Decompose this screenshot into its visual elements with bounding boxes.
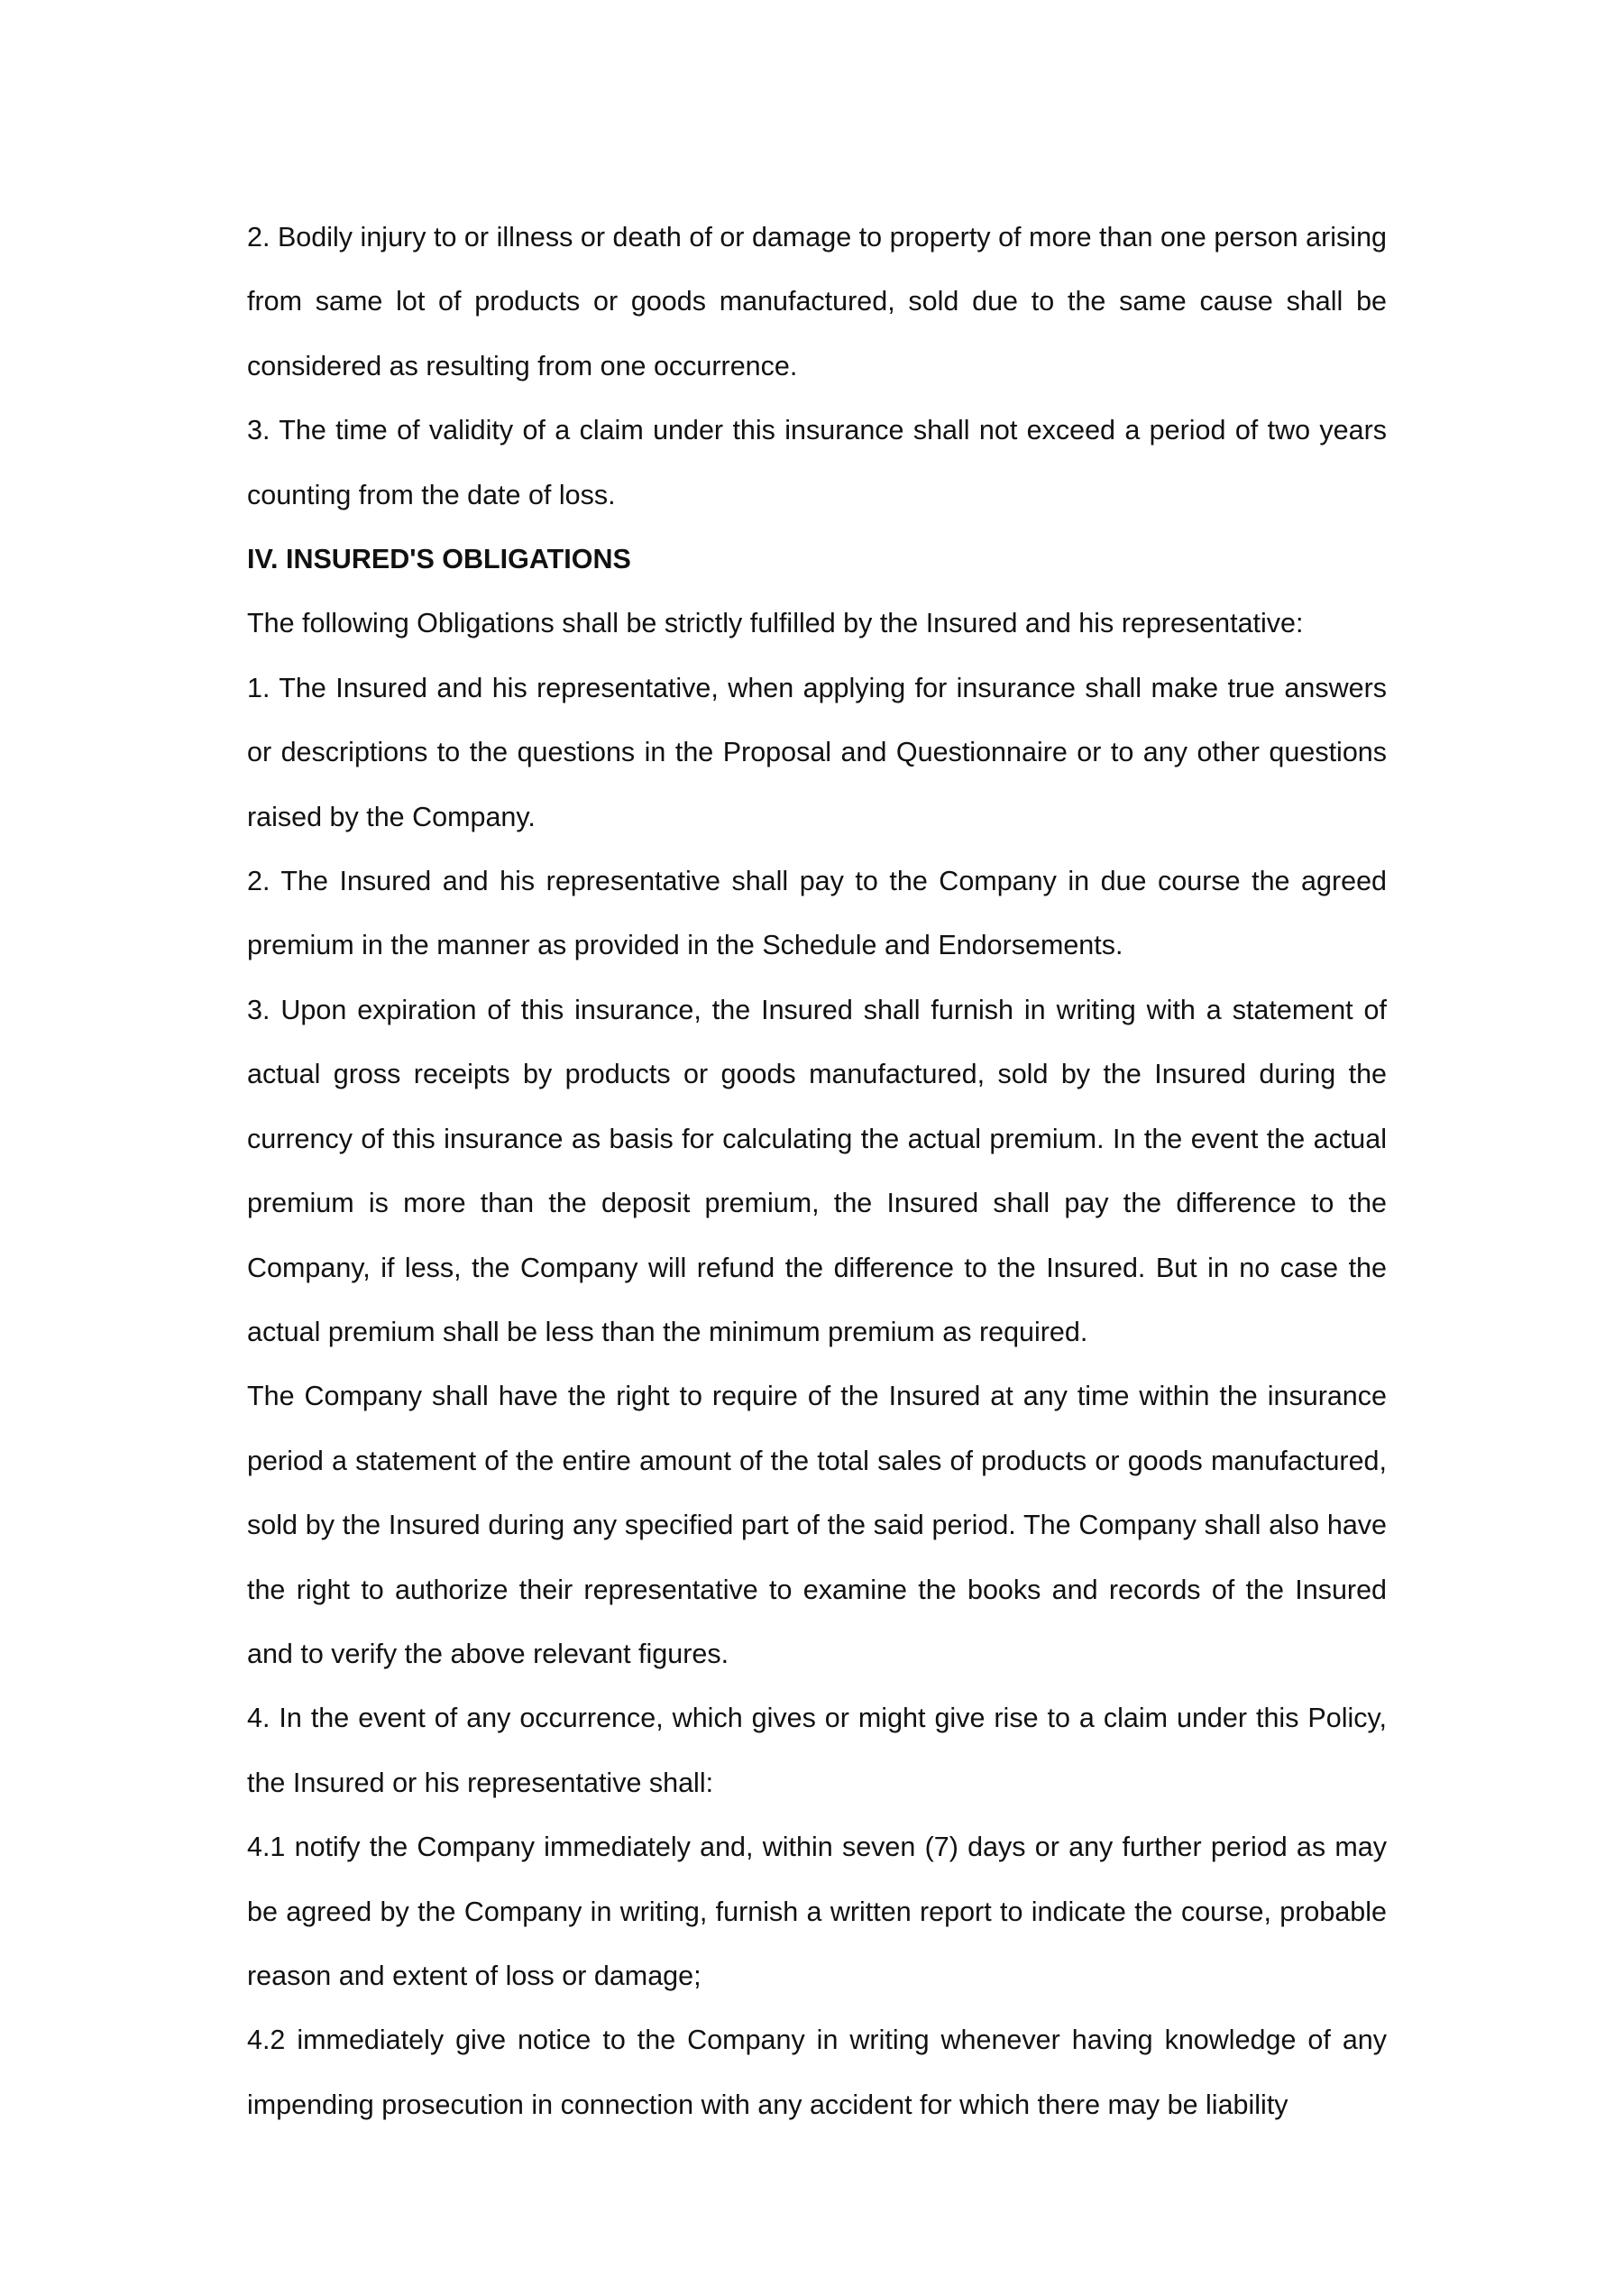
paragraph-obligation-3: 3. Upon expiration of this insurance, the Insured shall furnish in writing with a statement of actual gross receipts by products or goods manufactured, sold by the Insured during the currency of this insurance as basis for calculating the actual premium. In the event the actual premium is more than the deposit premium, the Insured shall pay the difference to the Company, if less, the Company will refund the difference to the Insured. But in no case the actual premium shall be less than the minimum premium as required. [247,994,1387,1347]
paragraph-obligation-2: 2. The Insured and his representative shall pay to the Company in due course the agreed premium in the manner as provided in the Schedule and Endorsements. [247,866,1387,961]
document-body [247,206,1387,2137]
section-heading-insureds-obligations: IV. INSURED'S OBLIGATIONS [247,544,631,575]
paragraph-obligations-intro: The following Obligations shall be strictly fulfilled by the Insured and his representative: [247,608,1304,639]
paragraph-obligation-4-2: 4.2 immediately give notice to the Company in writing whenever having knowledge of any impending prosecution in connection with any accident for which there may be liability [247,2025,1387,2120]
paragraph-clause-3: 3. The time of validity of a claim under this insurance shall not exceed a period of two years counting from the date of loss. [247,415,1387,510]
paragraph-clause-2: 2. Bodily injury to or illness or death of or damage to property of more than one person arising from same lot of products or goods manufactured, sold due to the same cause shall be considered as resulting from one occurrence. [247,222,1387,381]
paragraph-obligation-4-1: 4.1 notify the Company immediately and, within seven (7) days or any further period as may be agreed by the Company in writing, furnish a written report to indicate the course, probable reason and extent of loss or damage; [247,1832,1387,1991]
paragraph-company-right: The Company shall have the right to require of the Insured at any time within the insurance period a statement of the entire amount of the total sales of products or goods manufactured, sold by the Insured during any specified part of the said period. The Company shall also have the right to authorize their representative to examine the books and records of the Insured and to verify the above relevant figures. [247,1381,1387,1669]
paragraph-obligation-4: 4. In the event of any occurrence, which gives or might give rise to a claim under this Policy, the Insured or his representative shall: [247,1703,1387,1798]
paragraph-obligation-1: 1. The Insured and his representative, when applying for insurance shall make true answers or descriptions to the questions in the Proposal and Questionnaire or to any other questions raised by the Company. [247,672,1387,832]
